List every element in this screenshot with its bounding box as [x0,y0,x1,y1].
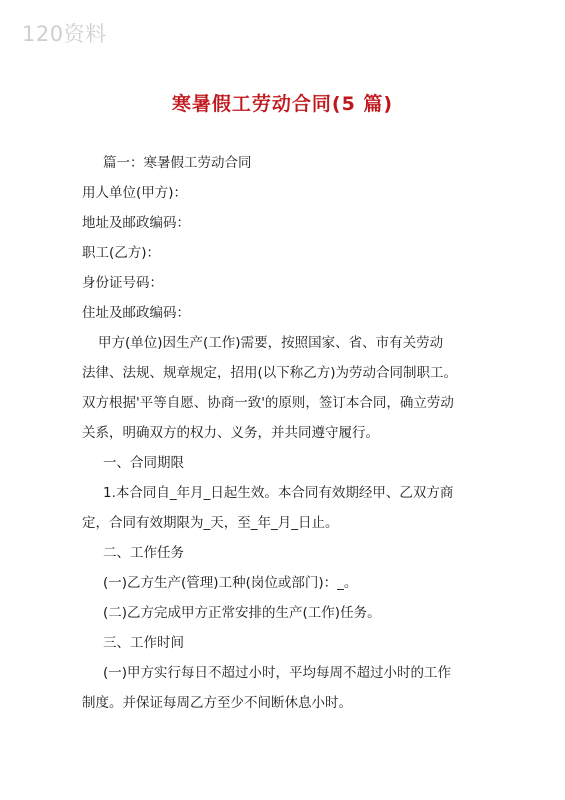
section-heading: 篇一：寒暑假工劳动合同 [103,155,252,171]
paragraph-line: 甲方(单位)因生产(工作)需要，按照国家、省、市有关劳动 [98,335,444,351]
paragraph-line: 关系，明确双方的权力、义务，并共同遵守履行。 [82,425,379,441]
field-label-employer-address: 地址及邮政编码： [82,215,190,231]
paragraph-line: 1.本合同自_年月_日起生效。本合同有效期经甲、乙双方商 [103,485,454,501]
field-label-employee: 职工(乙方)： [82,245,161,261]
paragraph-line: 定，合同有效期限为_天，至_年_月_日止。 [82,515,339,531]
paragraph-line: (一)乙方生产(管理)工种(岗位或部门)：_。 [103,575,358,591]
clause-heading: 一、合同期限 [103,455,184,471]
field-label-id-number: 身份证号码： [82,275,163,291]
paragraph-line: (一)甲方实行每日不超过小时，平均每周不超过小时的工作 [103,665,452,681]
field-label-employee-address: 住址及邮政编码： [82,305,190,321]
clause-heading: 三、工作时间 [103,635,184,651]
watermark-logo: 120资料 [22,22,107,46]
paragraph-line: (二)乙方完成甲方正常安排的生产(工作)任务。 [103,605,381,621]
paragraph-line: 制度。并保证每周乙方至少不间断休息小时。 [82,695,352,711]
paragraph-line: 双方根据'平等自愿、协商一致'的原则，签订本合同，确立劳动 [82,395,454,411]
document-title: 寒暑假工劳动合同(5 篇) [171,93,394,115]
clause-heading: 二、工作任务 [103,545,184,561]
document-body [82,148,502,718]
paragraph-line: 法律、法规、规章规定，招用(以下称乙方)为劳动合同制职工。 [82,365,458,381]
field-label-employer: 用人单位(甲方)： [82,185,188,201]
